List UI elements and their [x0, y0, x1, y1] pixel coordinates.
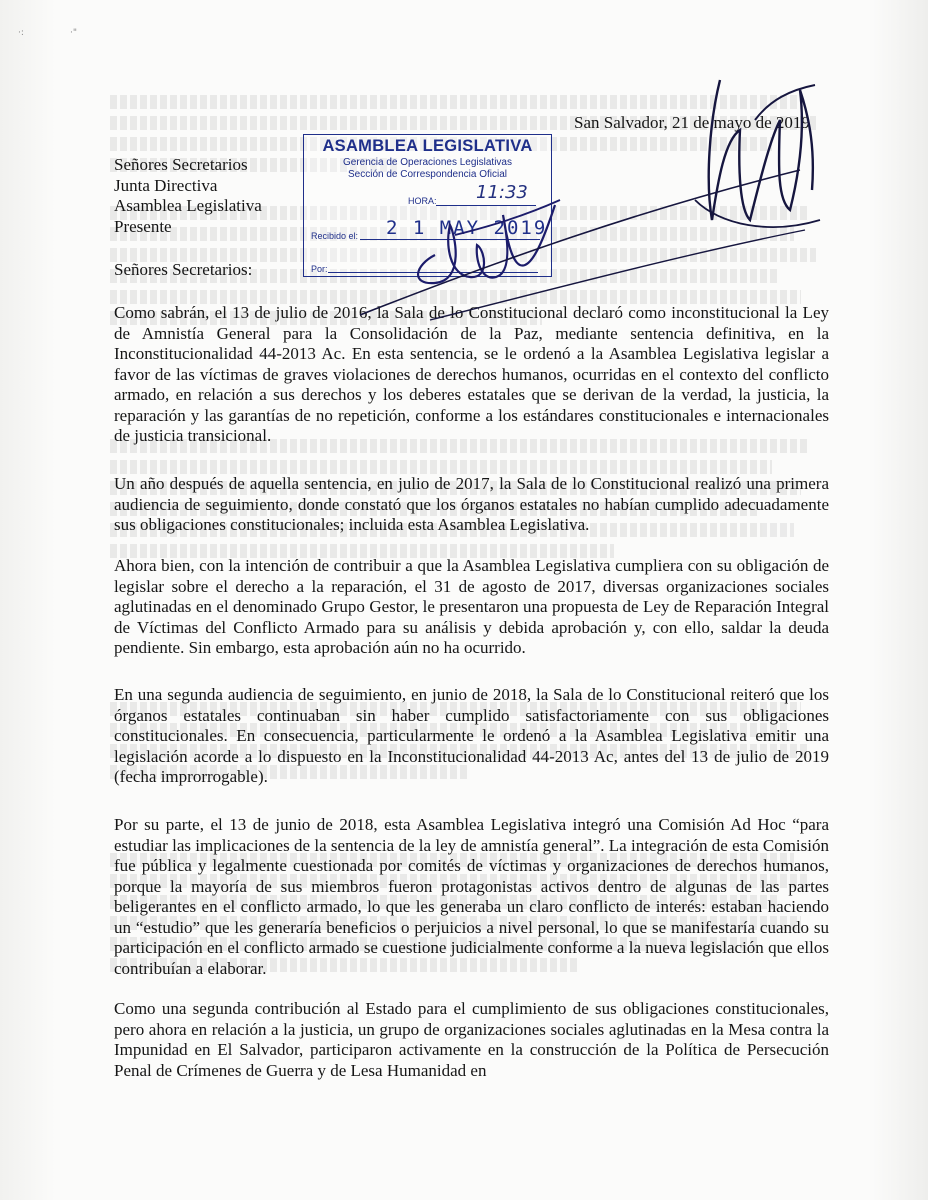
addressee-block — [114, 155, 262, 237]
salutation: Señores Secretarios: — [114, 260, 253, 279]
body-paragraph: Ahora bien, con la intención de contribuir a que la Asamblea Legislativa cumpliera con su obligación de legislar sobre el derecho a la reparación, el 31 de agosto de 2017, diversas organizaciones sociales aglutinadas en el denominado Grupo Gestor, le presentaron una propuesta de Ley de Reparación Integral de Víctimas del Conflicto Armado para su análisis y debida aprobación y, con ello, saldar la deuda pendiente. Sin embargo, esta aprobación aún no ha ocurrido. — [114, 556, 829, 657]
body-paragraph: En una segunda audiencia de seguimiento, en junio de 2018, la Sala de lo Constitucional reiteró que los órganos estatales continuaban sin haber cumplido satisfactoriamente con sus obligaciones constitucionales. En consecuencia, particularmente le ordenó a la Asamblea Legislativa emitir una legislación acorde a lo dispuesto en la Inconstitucionalidad 44-2013 Ac, antes del 13 de julio de 2019 (fecha improrrogable). — [114, 685, 829, 786]
stamp-recibido-line — [360, 239, 540, 240]
scan-mark: ·: — [18, 28, 24, 38]
stamp-hora-line — [436, 205, 536, 206]
stamp-hora-label: HORA: — [408, 196, 437, 206]
body-paragraph: Un año después de aquella sentencia, en julio de 2017, la Sala de lo Constitucional realizó una primera audiencia de seguimiento, donde constató que los órganos estatales no habían cumplido adecuadamente sus obligaciones constitucionales; incluida esta Asamblea Legislativa. — [114, 474, 829, 534]
addressee-line: Asamblea Legislativa — [114, 196, 262, 215]
body-paragraph: Como sabrán, el 13 de julio de 2016, la Sala de lo Constitucional declaró como inconstitucional la Ley de Amnistía General para la Consolidación de la Paz, mediante sentencia definitiva, en la Inconstitucionalidad 44-2013 Ac. En esta sentencia, se le ordenó a la Asamblea Legislativa legislar a favor de las víctimas de graves violaciones de derechos humanos, ocurridas en el contexto del conflicto armado, en relación a sus derechos y los deberes estatales que se derivan de la verdad, la justicia, la reparación y las garantías de no repetición, conforme a los estándares constitucionales e internacionales de justicia transicional. — [114, 303, 829, 445]
stamp-recibido-date: 2 1 MAY 2019 — [386, 217, 548, 239]
stamp-por-line — [328, 272, 538, 273]
stamp-hora-value: 11:33 — [476, 182, 528, 203]
stamp-department: Gerencia de Operaciones Legislativas — [343, 157, 512, 168]
scan-mark: ·" — [70, 28, 78, 38]
stamp-section: Sección de Correspondencia Oficial — [348, 169, 507, 180]
body-paragraph: Como una segunda contribución al Estado para el cumplimiento de sus obligaciones constitucionales, pero ahora en relación a la justicia, un grupo de organizaciones sociales aglutinadas en la Mesa contra la Impunidad en El Salvador, participaron activamente en la construcción de la Política de Persecución Penal de Crímenes de Guerra y de Lesa Humanidad en — [114, 999, 829, 1080]
addressee-line: Señores Secretarios — [114, 155, 248, 174]
addressee-line: Presente — [114, 216, 172, 236]
stamp-por-label: Por: — [311, 264, 328, 274]
stamp-title: ASAMBLEA LEGISLATIVA — [322, 137, 533, 155]
addressee-line: Junta Directiva — [114, 175, 218, 195]
reception-stamp — [303, 134, 552, 277]
date-line: San Salvador, 21 de mayo de 2019 — [574, 113, 810, 132]
body-paragraph: Por su parte, el 13 de junio de 2018, esta Asamblea Legislativa integró una Comisión Ad Hoc “para estudiar las implicaciones de la sentencia de la ley de amnistía general”. La integración de esta Comisión fue pública y legalmente cuestionada por comités de víctimas y organizaciones de derechos humanos, porque la mayoría de sus miembros fueron protagonistas activos dentro de algunas de las partes beligerantes en el conflicto armado, lo que les generaba un claro conflicto de interés: estaban haciendo un “estudio” que les generaría beneficios o perjuicios a nivel personal, lo que se manifestaría cuando su participación en el conflicto armado se cuestione judicialmente conforme a la nueva legislación que ellos contribuían a elaborar. — [114, 815, 829, 978]
stamp-recibido-label: Recibido el: — [311, 231, 359, 241]
